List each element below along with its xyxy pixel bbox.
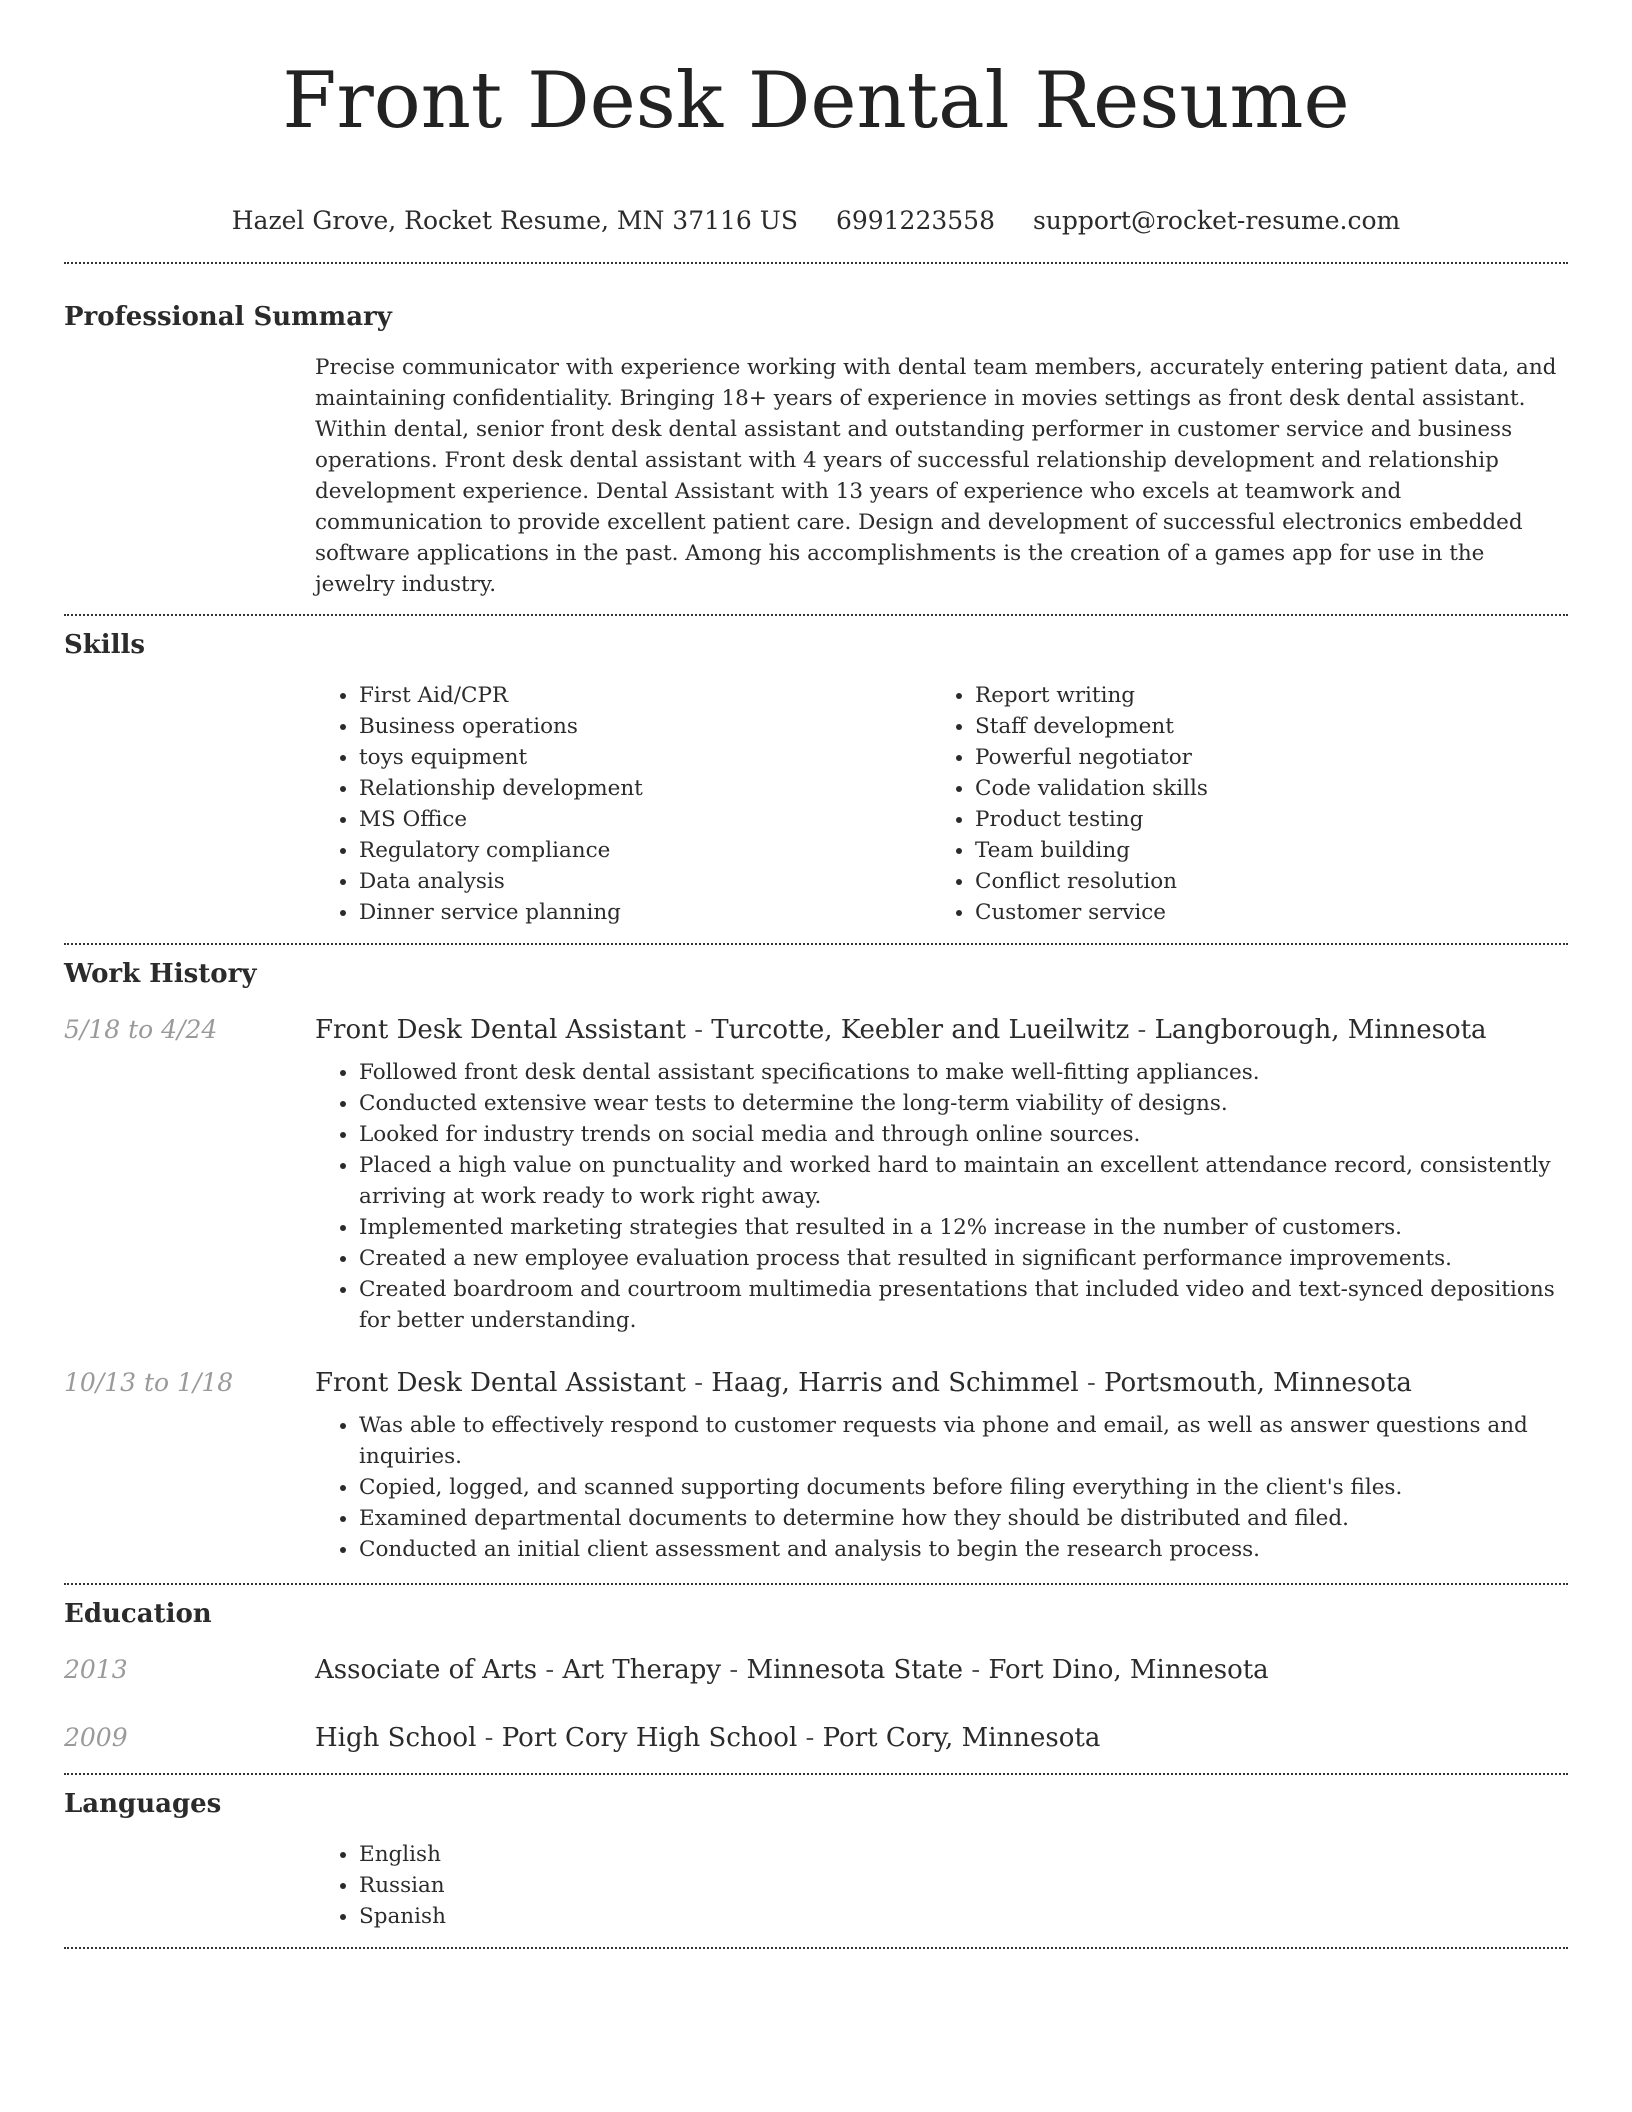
job-location: Langborough, Minnesota [1154,1015,1487,1045]
separator: - [797,1723,823,1753]
job-dates: 10/13 to 1/18 [64,1368,234,1397]
job-bullets [315,1057,1568,1336]
education-year: 2013 [64,1655,128,1684]
job-header [64,1013,1568,1047]
skill-item: • Code validation skills [975,773,1547,804]
summary-text: Precise communicator with experience working with dental team members, accurately entering patient data, and maintaining confidentiality. Bringing 18+ years of experience in movies settings as front desk dental assistant. Within dental, senior front desk dental assistant and outstanding performer in customer service and business operations. Front desk dental assistant with 4 years of successful relationship development and relationship development experience. Dental Assistant with 13 years of experience who excels at teamwork and communication to provide excellent patient care. Design and development of successful electronics embedded software applications in the past. Among his accomplishments is the creation of a games app for use in the jewelry industry. [315,355,1557,597]
work-heading: Work History [64,959,257,989]
job-bullet: • Conducted an initial client assessment and analysis to begin the research process. [359,1534,1568,1565]
education-entry [64,1653,1568,1687]
job-location: Portsmouth, Minnesota [1104,1368,1412,1398]
skills-section [64,616,1568,928]
skill-item: • Staff development [975,711,1547,742]
skill-item: • Regulatory compliance [359,835,931,866]
job-dates: 5/18 to 4/24 [64,1015,218,1044]
separator: - [537,1655,563,1685]
skills-list-right [931,680,1547,928]
skill-item: • Customer service [975,897,1547,928]
skill-item: • Data analysis [359,866,931,897]
skill-item: • Product testing [975,804,1547,835]
skill-item: • Dinner service planning [359,897,931,928]
job-bullet: • Copied, logged, and scanned supporting documents before filing everything in the client's files. [359,1472,1568,1503]
separator: - [685,1368,712,1398]
education-entry [64,1721,1568,1755]
job-details [315,1057,1568,1336]
summary-section [64,264,1568,600]
job-bullet: • Followed front desk dental assistant specifications to make well-fitting appliances. [359,1057,1568,1088]
resume-title: Front Desk Dental Resume [282,56,1350,146]
skill-item: • Report writing [975,680,1547,711]
education-degree: High School [315,1723,477,1753]
summary-heading: Professional Summary [64,302,392,332]
education-location: Fort Dino, Minnesota [988,1655,1269,1685]
job-bullet: • Was able to effectively respond to customer requests via phone and email, as well as answer questions and inquiries. [359,1410,1568,1472]
contact-address: Hazel Grove, Rocket Resume, MN 37116 US [231,206,798,235]
skill-item: • Business operations [359,711,931,742]
job-bullet: • Implemented marketing strategies that resulted in a 12% increase in the number of customers. [359,1212,1568,1243]
education-school: Port Cory High School [501,1723,798,1753]
education-field: Art Therapy [562,1655,722,1685]
education-line [315,1721,1100,1755]
separator: - [721,1655,747,1685]
separator: - [1078,1368,1105,1398]
job-entry [64,1366,1568,1565]
job-company: Turcotte, Keebler and Lueilwitz [711,1015,1130,1045]
work-section [64,945,1568,1565]
contact-line [64,204,1568,238]
job-bullets [315,1410,1568,1565]
divider [64,1947,1568,1949]
job-details [315,1410,1568,1565]
skill-item: • MS Office [359,804,931,835]
separator: - [685,1015,712,1045]
skill-item: • Conflict resolution [975,866,1547,897]
skills-columns [315,680,1568,928]
skill-item: • Powerful negotiator [975,742,1547,773]
language-item: • English [359,1839,1568,1870]
job-bullet: • Created a new employee evaluation process that resulted in significant performance improvements. [359,1243,1568,1274]
contact-phone: 6991223558 [835,206,995,235]
skill-item: • toys equipment [359,742,931,773]
education-school: Minnesota State [746,1655,964,1685]
job-header [64,1366,1568,1400]
separator: - [1129,1015,1155,1045]
separator: - [476,1723,502,1753]
job-title-line [315,1013,1487,1047]
education-location: Port Cory, Minnesota [822,1723,1101,1753]
skill-item: • Team building [975,835,1547,866]
skill-item: • Relationship development [359,773,931,804]
languages-section [64,1775,1568,1932]
language-item: • Spanish [359,1901,1568,1932]
skill-item: • First Aid/CPR [359,680,931,711]
separator: - [963,1655,989,1685]
education-degree: Associate of Arts [315,1655,538,1685]
job-role: Front Desk Dental Assistant [315,1368,686,1398]
contact-email: support@rocket-resume.com [1032,206,1401,235]
languages-heading: Languages [64,1789,222,1819]
education-year: 2009 [64,1723,128,1752]
job-title-line [315,1366,1412,1400]
job-bullet: • Conducted extensive wear tests to determine the long-term viability of designs. [359,1088,1568,1119]
job-bullet: • Examined departmental documents to determine how they should be distributed and filed. [359,1503,1568,1534]
job-entry [64,1013,1568,1336]
education-section [64,1585,1568,1755]
languages-list [315,1839,1568,1932]
education-heading: Education [64,1599,212,1629]
job-bullet: • Placed a high value on punctuality and worked hard to maintain an excellent attendance record, consistently arriving at work ready to work right away. [359,1150,1568,1212]
language-item: • Russian [359,1870,1568,1901]
skills-heading: Skills [64,630,146,660]
summary-body [315,352,1568,600]
job-role: Front Desk Dental Assistant [315,1015,686,1045]
education-line [315,1653,1269,1687]
job-company: Haag, Harris and Schimmel [711,1368,1079,1398]
skills-list-left [315,680,931,928]
job-bullet: • Created boardroom and courtroom multimedia presentations that included video and text-synced depositions for better understanding. [359,1274,1568,1336]
languages-body [315,1839,1568,1932]
job-bullet: • Looked for industry trends on social media and through online sources. [359,1119,1568,1150]
